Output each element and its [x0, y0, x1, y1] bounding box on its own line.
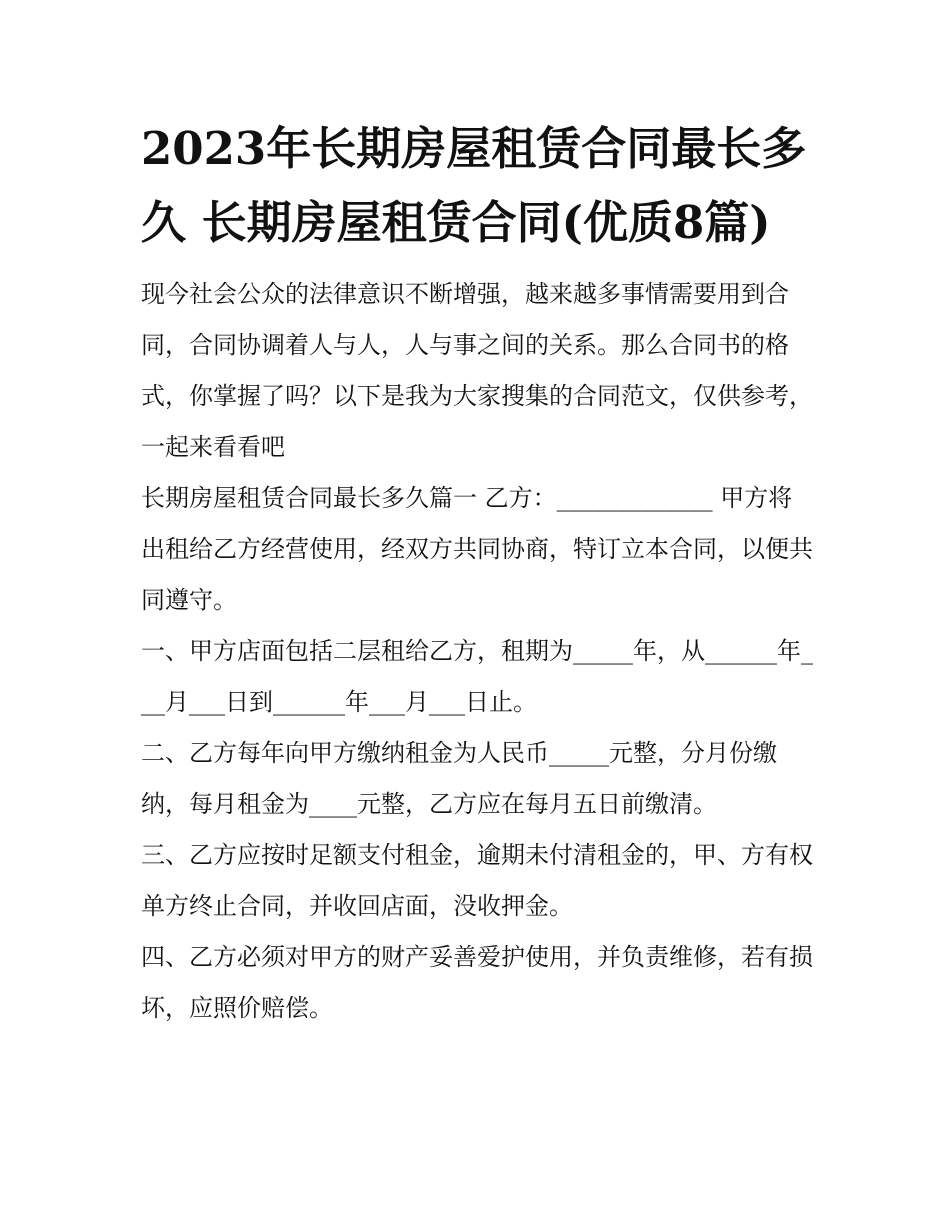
- intro-paragraph: 现今社会公众的法律意识不断增强，越来越多事情需要用到合同，合同协调着人与人，人与事之间的关系。那么合同书的格式，你掌握了吗？以下是我为大家搜集的合同范文，仅供参考，一起来看看吧: [141, 280, 813, 461]
- clause-3-paragraph: 三、乙方应按时足额支付租金，逾期未付清租金的，甲、方有权单方终止合同，并收回店面，没收押金。: [141, 841, 813, 920]
- document-title: 2023年长期房屋租赁合同最长多久 长期房屋租赁合同(优质8篇): [141, 122, 807, 249]
- clause-1-paragraph: 一、甲方店面包括二层租给乙方，租期为_____年，从______年___月___日到______年___月___日止。: [141, 637, 813, 716]
- clause-2-paragraph: 二、乙方每年向甲方缴纳租金为人民币_____元整，分月份缴纳，每月租金为____元整，乙方应在每月五日前缴清。: [141, 739, 777, 818]
- contract-opening-paragraph: 长期房屋租赁合同最长多久篇一 乙方：_____________ 甲方将出租给乙方经营使用，经双方共同协商，特订立本合同，以便共同遵守。: [141, 484, 813, 614]
- clause-4-paragraph: 四、乙方必须对甲方的财产妥善爱护使用，并负责维修，若有损坏，应照价赔偿。: [141, 943, 813, 1022]
- document-page: [141, 112, 813, 1034]
